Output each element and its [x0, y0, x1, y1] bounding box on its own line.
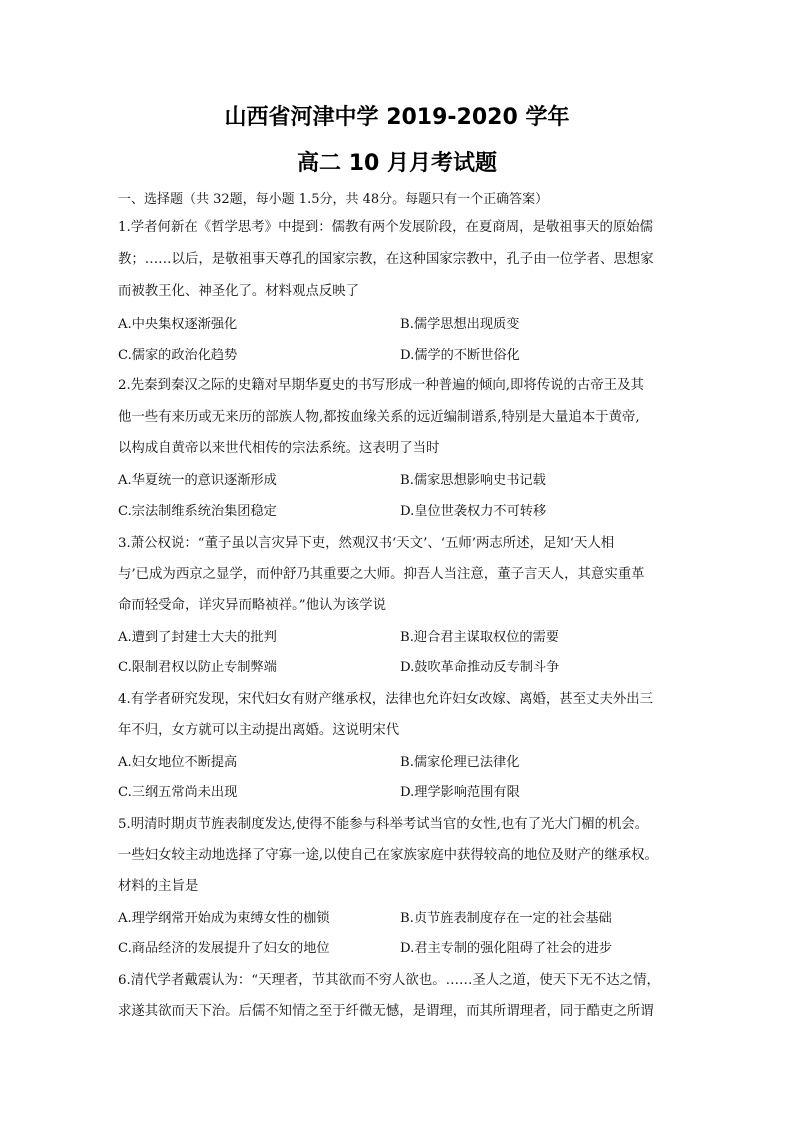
section-heading: 一、选择题（共 32题，每小题 1.5分，共 48分。每题只有一个正确答案）: [118, 192, 549, 207]
question-6-line-1: 6.清代学者戴震认为：“天理者，节其欲而不穷人欲也。……圣人之道，使天下无不达之情，: [118, 973, 660, 988]
question-2-line-1: 2.先秦到秦汉之际的史籍对早期华夏史的书写形成一种普遍的倾向,即将传说的古帝王及其: [118, 378, 644, 393]
question-4-option-c: C.三纲五常尚未出现: [118, 785, 238, 800]
question-3-line-1: 3.萧公权说：“董子虽以言灾异下吏，然观汉书‘天文’、‘五师’两志所述，足知‘天人相: [118, 536, 615, 551]
question-1-option-d: D.儒学的不断世俗化: [400, 348, 520, 363]
question-1-option-a: A.中央集权逐渐强化: [118, 317, 238, 332]
question-3-option-d: D.鼓吹革命推动反专制斗争: [400, 660, 560, 675]
question-5-line-2: 一些妇女较主动地选择了守寡一途,以使自己在家族家庭中获得较高的地位及财产的继承权。: [118, 848, 658, 863]
exam-title: 山西省河津中学 2019-2020 学年: [224, 105, 570, 130]
question-2-line-3: 以构成自黄帝以来世代相传的宗法系统。这表明了当时: [118, 441, 440, 456]
question-5-option-d: D.君主专制的强化阻碍了社会的进步: [400, 941, 613, 956]
question-5-option-c: C.商品经济的发展提升了妇女的地位: [118, 941, 330, 956]
question-5-line-1: 5.明清时期贞节旌表制度发达,使得不能参与科举考试当官的女性,也有了光大门楣的机会。: [118, 817, 649, 832]
exam-subtitle: 高二 10 月月考试题: [297, 151, 497, 176]
question-2-option-d: D.皇位世袭权力不可转移: [400, 504, 547, 519]
question-4-option-b: B.儒家伦理已法律化: [400, 755, 520, 770]
question-1-line-3: 而被教王化、神圣化了。材料观点反映了: [118, 284, 360, 299]
question-3-line-2: 与’已成为西京之显学，而仲舒乃其重要之大师。抑吾人当注意，董子言天人，其意实重革: [118, 567, 645, 582]
question-5-option-b: B.贞节旌表制度存在一定的社会基础: [400, 911, 612, 926]
question-2-line-2: 他一些有来历或无来历的部族人物,都按血缘关系的远近编制谱系,特别是大量追本于黄帝,: [118, 410, 640, 425]
question-1-line-1: 1.学者何新在《哲学思考》中提到：儒教有两个发展阶段，在夏商周，是敬祖事天的原始儒: [118, 220, 654, 235]
question-4-option-a: A.妇女地位不断提高: [118, 755, 238, 770]
question-3-line-3: 命而轻受命，详灾异而略祯祥。”他认为该学说: [118, 598, 386, 613]
question-2-option-b: B.儒家思想影响史书记载: [400, 473, 546, 488]
question-3-option-a: A.遭到了封建士大夫的批判: [118, 630, 277, 645]
question-1-option-c: C.儒家的政治化趋势: [118, 348, 238, 363]
question-3-option-c: C.限制君权以防止专制弊端: [118, 660, 277, 675]
question-5-option-a: A.理学纲常开始成为束缚女性的枷锁: [118, 911, 330, 926]
question-2-option-a: A.华夏统一的意识逐渐形成: [118, 473, 277, 488]
question-1-option-b: B.儒学思想出现质变: [400, 317, 520, 332]
question-3-option-b: B.迎合君主谋取权位的需要: [400, 630, 559, 645]
question-4-option-d: D.理学影响范围有限: [400, 785, 520, 800]
question-1-line-2: 教；……以后，是敬祖事天尊孔的国家宗教，在这种国家宗教中，孔子由一位学者、思想家: [118, 252, 654, 267]
question-4-line-2: 年不归，女方就可以主动提出离婚。这说明宋代: [118, 723, 400, 738]
question-6-line-2: 求遂其欲而天下治。后儒不知情之至于纤微无憾，是谓理，而其所谓理者，同于酷吏之所谓: [118, 1004, 654, 1019]
question-5-line-3: 材料的主旨是: [118, 879, 199, 894]
question-4-line-1: 4.有学者研究发现，宋代妇女有财产继承权，法律也允许妇女改嫁、离婚，甚至丈夫外出三: [118, 692, 654, 707]
question-2-option-c: C.宗法制维系统治集团稳定: [118, 504, 277, 519]
